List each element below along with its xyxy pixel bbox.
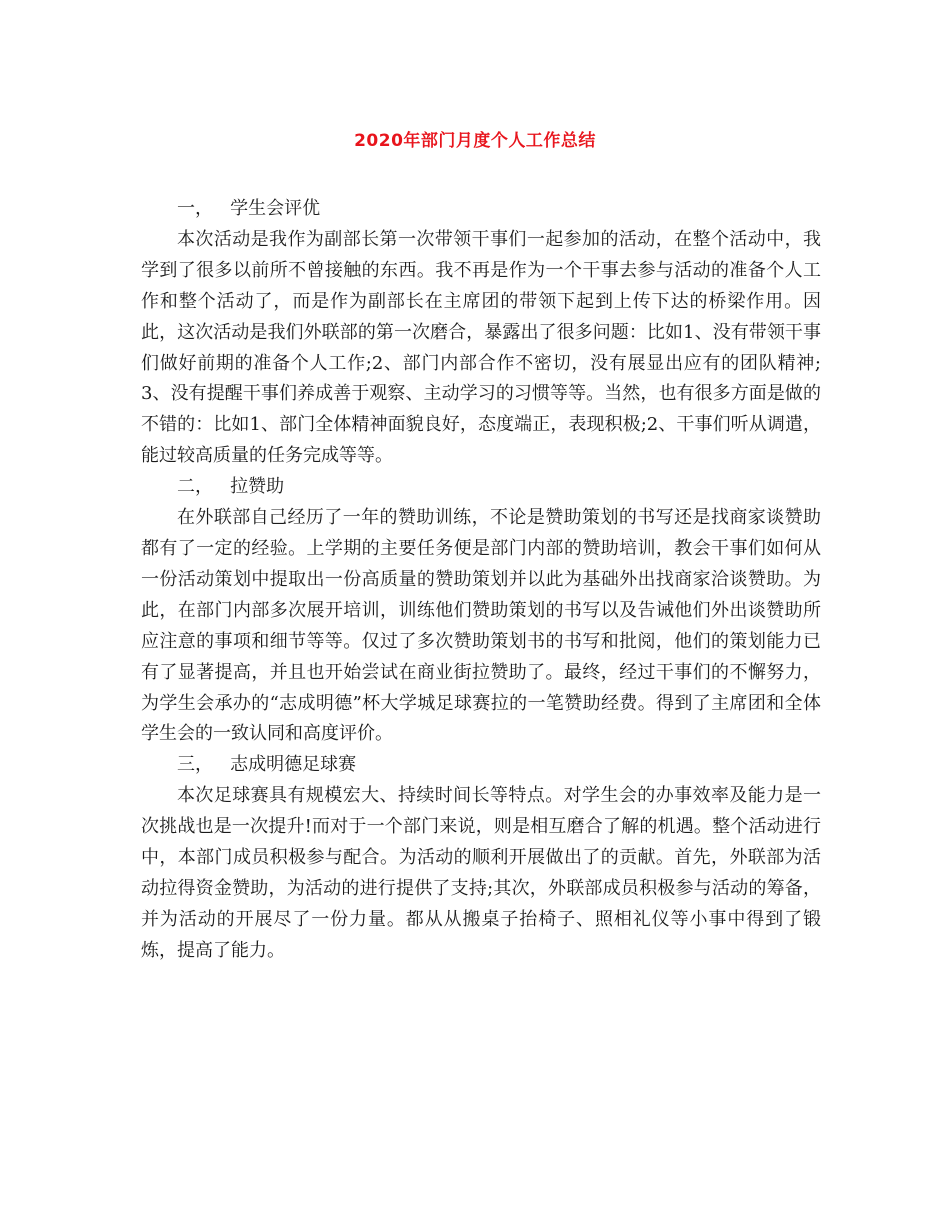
section-paragraph-student-council-award: 本次活动是我作为副部长第一次带领干事们一起参加的活动，在整个活动中，我学到了很多以前所不曾接触的东西。我不再是作为一个干事去参与活动的准备个人工作和整个活动了，而是作为副部长在主席团的带领下起到上传下达的桥梁作用。因此，这次活动是我们外联部的第一次磨合，暴露出了很多问题：比如1、没有带领干事们做好前期的准备个人工作;2、部门内部合作不密切，没有展显出应有的团队精神;3、没有提醒干事们养成善于观察、主动学习的习惯等等。当然，也有很多方面是做的不错的：比如1、部门全体精神面貌良好，态度端正，表现积极;2、干事们听从调遣，能过较高质量的任务完成等等。	[141, 228, 821, 467]
document-body	[141, 194, 821, 967]
section-paragraph-football-match: 本次足球赛具有规模宏大、持续时间长等特点。对学生会的办事效率及能力是一次挑战也是一次提升!而对于一个部门来说，则是相互磨合了解的机遇。整个活动进行中，本部门成员积极参与配合。为活动的顺利开展做出了的贡献。首先，外联部为活动拉得资金赞助，为活动的进行提供了支持;其次，外联部成员积极参与活动的筹备，并为活动的开展尽了一份力量。都从从搬桌子抬椅子、照相礼仪等小事中得到了锻炼，提高了能力。	[141, 785, 821, 961]
document-title: 2020年部门月度个人工作总结	[354, 131, 596, 151]
section-heading-sponsorship: 二， 拉赞助	[177, 476, 285, 498]
section-paragraph-sponsorship: 在外联部自己经历了一年的赞助训练，不论是赞助策划的书写还是找商家谈赞助都有了一定的经验。上学期的主要任务便是部门内部的赞助培训，教会干事们如何从一份活动策划中提取出一份高质量的赞助策划并以此为基础外出找商家洽谈赞助。为此，在部门内部多次展开培训，训练他们赞助策划的书写以及告诫他们外出谈赞助所应注意的事项和细节等等。仅过了多次赞助策划书的书写和批阅，他们的策划能力已有了显著提高，并且也开始尝试在商业街拉赞助了。最终，经过干事们的不懈努力，为学生会承办的“志成明德”杯大学城足球赛拉的一笔赞助经费。得到了主席团和全体学生会的一致认同和高度评价。	[141, 507, 821, 745]
section-heading-student-council-award: 一， 学生会评优	[177, 198, 321, 219]
section-heading-football-match: 三， 志成明德足球赛	[177, 754, 357, 776]
